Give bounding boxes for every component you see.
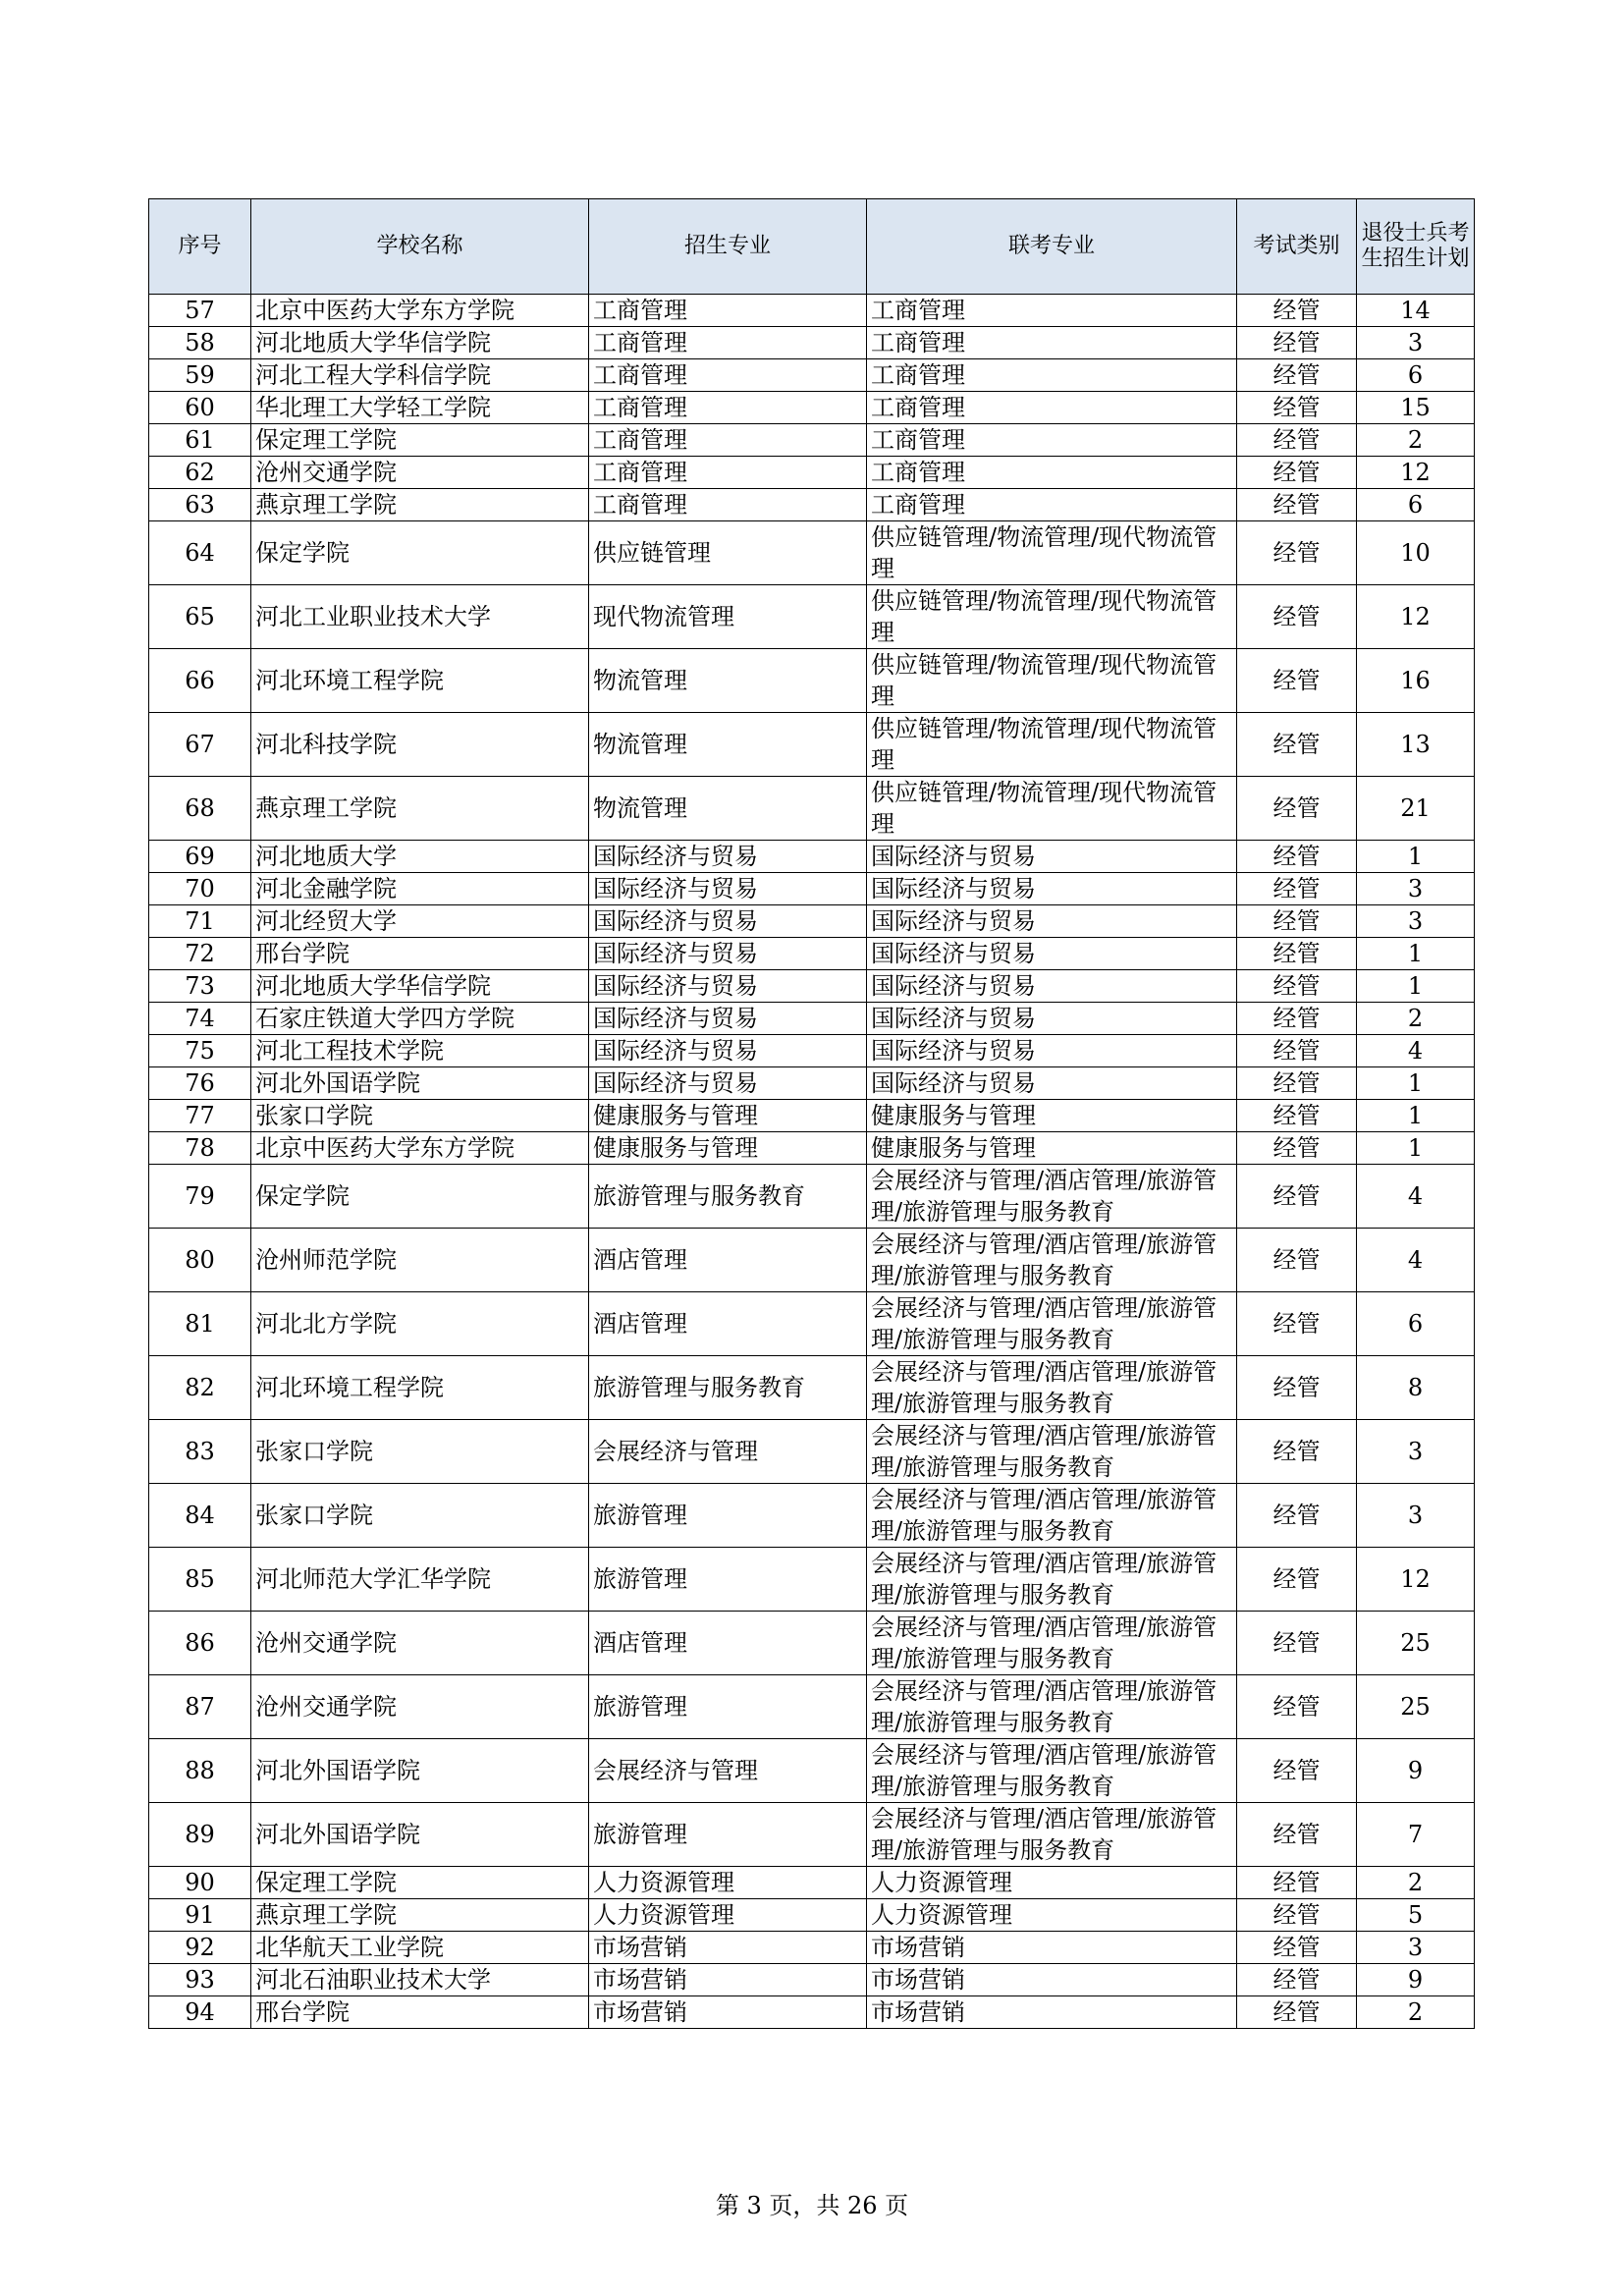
major-cell: 物流管理 — [589, 649, 867, 713]
exam-category-cell: 经管 — [1237, 1100, 1357, 1132]
exam-category-cell: 经管 — [1237, 457, 1357, 489]
school-name-cell: 沧州师范学院 — [251, 1229, 589, 1292]
table-row — [149, 1356, 1475, 1420]
row-index-cell: 76 — [149, 1067, 251, 1100]
veteran-plan-cell: 2 — [1357, 424, 1475, 457]
row-index-cell: 92 — [149, 1932, 251, 1964]
exam-major-cell: 国际经济与贸易 — [867, 873, 1237, 905]
table-row — [149, 1932, 1475, 1964]
table-row — [149, 359, 1475, 392]
major-cell: 国际经济与贸易 — [589, 1067, 867, 1100]
table-row — [149, 873, 1475, 905]
exam-category-cell: 经管 — [1237, 489, 1357, 521]
school-name-cell: 保定理工学院 — [251, 424, 589, 457]
major-cell: 酒店管理 — [589, 1292, 867, 1356]
veteran-plan-cell: 4 — [1357, 1035, 1475, 1067]
row-index-cell: 65 — [149, 585, 251, 649]
row-index-cell: 57 — [149, 295, 251, 327]
major-cell: 旅游管理 — [589, 1484, 867, 1548]
table-row — [149, 905, 1475, 938]
exam-category-cell: 经管 — [1237, 938, 1357, 970]
exam-category-cell: 经管 — [1237, 873, 1357, 905]
exam-category-cell: 经管 — [1237, 970, 1357, 1003]
school-name-cell: 河北外国语学院 — [251, 1067, 589, 1100]
school-name-cell: 河北经贸大学 — [251, 905, 589, 938]
exam-major-cell: 健康服务与管理 — [867, 1100, 1237, 1132]
exam-category-cell: 经管 — [1237, 1229, 1357, 1292]
exam-category-cell: 经管 — [1237, 424, 1357, 457]
exam-major-cell: 国际经济与贸易 — [867, 1035, 1237, 1067]
exam-major-cell: 会展经济与管理/酒店管理/旅游管理/旅游管理与服务教育 — [867, 1612, 1237, 1675]
school-name-cell: 河北工程大学科信学院 — [251, 359, 589, 392]
exam-major-cell: 会展经济与管理/酒店管理/旅游管理/旅游管理与服务教育 — [867, 1292, 1237, 1356]
major-cell: 健康服务与管理 — [589, 1132, 867, 1165]
school-name-cell: 石家庄铁道大学四方学院 — [251, 1003, 589, 1035]
veteran-plan-cell: 13 — [1357, 713, 1475, 777]
major-cell: 国际经济与贸易 — [589, 905, 867, 938]
table-row — [149, 1899, 1475, 1932]
major-cell: 工商管理 — [589, 327, 867, 359]
exam-category-cell: 经管 — [1237, 1132, 1357, 1165]
exam-category-cell: 经管 — [1237, 1803, 1357, 1867]
major-cell: 旅游管理与服务教育 — [589, 1356, 867, 1420]
exam-category-cell: 经管 — [1237, 1548, 1357, 1612]
major-cell: 国际经济与贸易 — [589, 970, 867, 1003]
school-name-cell: 河北工程技术学院 — [251, 1035, 589, 1067]
row-index-cell: 85 — [149, 1548, 251, 1612]
row-index-cell: 88 — [149, 1739, 251, 1803]
exam-category-cell: 经管 — [1237, 713, 1357, 777]
exam-category-cell: 经管 — [1237, 649, 1357, 713]
exam-major-cell: 会展经济与管理/酒店管理/旅游管理/旅游管理与服务教育 — [867, 1675, 1237, 1739]
exam-category-cell: 经管 — [1237, 392, 1357, 424]
table-row — [149, 1067, 1475, 1100]
exam-major-cell: 市场营销 — [867, 1996, 1237, 2029]
school-name-cell: 河北师范大学汇华学院 — [251, 1548, 589, 1612]
row-index-cell: 72 — [149, 938, 251, 970]
school-name-cell: 保定学院 — [251, 1165, 589, 1229]
table-row — [149, 970, 1475, 1003]
exam-major-cell: 工商管理 — [867, 295, 1237, 327]
row-index-cell: 86 — [149, 1612, 251, 1675]
exam-category-cell: 经管 — [1237, 1964, 1357, 1996]
exam-major-cell: 供应链管理/物流管理/现代物流管理 — [867, 777, 1237, 841]
row-index-cell: 77 — [149, 1100, 251, 1132]
header-exam-major: 联考专业 — [867, 199, 1237, 295]
table-row — [149, 1035, 1475, 1067]
major-cell: 会展经济与管理 — [589, 1420, 867, 1484]
exam-category-cell: 经管 — [1237, 1035, 1357, 1067]
exam-major-cell: 供应链管理/物流管理/现代物流管理 — [867, 585, 1237, 649]
veteran-plan-cell: 6 — [1357, 359, 1475, 392]
major-cell: 供应链管理 — [589, 521, 867, 585]
row-index-cell: 93 — [149, 1964, 251, 1996]
veteran-plan-cell: 25 — [1357, 1675, 1475, 1739]
table-row — [149, 521, 1475, 585]
major-cell: 物流管理 — [589, 713, 867, 777]
table-row — [149, 489, 1475, 521]
exam-category-cell: 经管 — [1237, 1996, 1357, 2029]
row-index-cell: 62 — [149, 457, 251, 489]
veteran-plan-cell: 1 — [1357, 841, 1475, 873]
row-index-cell: 68 — [149, 777, 251, 841]
veteran-plan-cell: 3 — [1357, 905, 1475, 938]
table-row — [149, 777, 1475, 841]
school-name-cell: 燕京理工学院 — [251, 489, 589, 521]
table-row — [149, 1229, 1475, 1292]
table-body — [149, 295, 1475, 2029]
table-row — [149, 1612, 1475, 1675]
exam-category-cell: 经管 — [1237, 777, 1357, 841]
school-name-cell: 河北北方学院 — [251, 1292, 589, 1356]
school-name-cell: 邢台学院 — [251, 1996, 589, 2029]
major-cell: 市场营销 — [589, 1996, 867, 2029]
table-row — [149, 1803, 1475, 1867]
row-index-cell: 66 — [149, 649, 251, 713]
major-cell: 人力资源管理 — [589, 1899, 867, 1932]
school-name-cell: 保定理工学院 — [251, 1867, 589, 1899]
veteran-plan-cell: 15 — [1357, 392, 1475, 424]
school-name-cell: 河北地质大学华信学院 — [251, 327, 589, 359]
exam-category-cell: 经管 — [1237, 1420, 1357, 1484]
major-cell: 旅游管理与服务教育 — [589, 1165, 867, 1229]
major-cell: 市场营销 — [589, 1964, 867, 1996]
table-row — [149, 1964, 1475, 1996]
veteran-plan-cell: 12 — [1357, 585, 1475, 649]
table-row — [149, 327, 1475, 359]
table-row — [149, 1675, 1475, 1739]
major-cell: 旅游管理 — [589, 1803, 867, 1867]
table-row — [149, 713, 1475, 777]
school-name-cell: 河北地质大学华信学院 — [251, 970, 589, 1003]
veteran-plan-cell: 6 — [1357, 489, 1475, 521]
row-index-cell: 69 — [149, 841, 251, 873]
major-cell: 人力资源管理 — [589, 1867, 867, 1899]
exam-major-cell: 工商管理 — [867, 359, 1237, 392]
veteran-plan-cell: 1 — [1357, 1067, 1475, 1100]
table-row — [149, 1100, 1475, 1132]
exam-category-cell: 经管 — [1237, 841, 1357, 873]
major-cell: 现代物流管理 — [589, 585, 867, 649]
exam-major-cell: 会展经济与管理/酒店管理/旅游管理/旅游管理与服务教育 — [867, 1739, 1237, 1803]
header-major: 招生专业 — [589, 199, 867, 295]
exam-category-cell: 经管 — [1237, 1067, 1357, 1100]
table-row — [149, 295, 1475, 327]
table-row — [149, 457, 1475, 489]
header-exam-category: 考试类别 — [1237, 199, 1357, 295]
exam-major-cell: 会展经济与管理/酒店管理/旅游管理/旅游管理与服务教育 — [867, 1548, 1237, 1612]
exam-category-cell: 经管 — [1237, 905, 1357, 938]
table-row — [149, 1132, 1475, 1165]
exam-category-cell: 经管 — [1237, 1675, 1357, 1739]
table-row — [149, 1420, 1475, 1484]
veteran-plan-cell: 12 — [1357, 457, 1475, 489]
school-name-cell: 河北地质大学 — [251, 841, 589, 873]
table-row — [149, 1003, 1475, 1035]
veteran-plan-cell: 2 — [1357, 1996, 1475, 2029]
major-cell: 酒店管理 — [589, 1229, 867, 1292]
school-name-cell: 北华航天工业学院 — [251, 1932, 589, 1964]
major-cell: 国际经济与贸易 — [589, 1003, 867, 1035]
major-cell: 工商管理 — [589, 392, 867, 424]
row-index-cell: 79 — [149, 1165, 251, 1229]
veteran-plan-cell: 7 — [1357, 1803, 1475, 1867]
school-name-cell: 张家口学院 — [251, 1484, 589, 1548]
school-name-cell: 河北外国语学院 — [251, 1739, 589, 1803]
major-cell: 健康服务与管理 — [589, 1100, 867, 1132]
table-header-row — [149, 199, 1475, 295]
exam-major-cell: 国际经济与贸易 — [867, 970, 1237, 1003]
veteran-plan-cell: 3 — [1357, 1484, 1475, 1548]
major-cell: 物流管理 — [589, 777, 867, 841]
row-index-cell: 60 — [149, 392, 251, 424]
table-row — [149, 392, 1475, 424]
exam-category-cell: 经管 — [1237, 295, 1357, 327]
exam-category-cell: 经管 — [1237, 1003, 1357, 1035]
school-name-cell: 保定学院 — [251, 521, 589, 585]
row-index-cell: 80 — [149, 1229, 251, 1292]
table-row — [149, 1548, 1475, 1612]
exam-major-cell: 会展经济与管理/酒店管理/旅游管理/旅游管理与服务教育 — [867, 1165, 1237, 1229]
exam-major-cell: 工商管理 — [867, 327, 1237, 359]
exam-major-cell: 会展经济与管理/酒店管理/旅游管理/旅游管理与服务教育 — [867, 1803, 1237, 1867]
header-index: 序号 — [149, 199, 251, 295]
school-name-cell: 沧州交通学院 — [251, 1675, 589, 1739]
table-row — [149, 1292, 1475, 1356]
veteran-plan-cell: 14 — [1357, 295, 1475, 327]
major-cell: 工商管理 — [589, 295, 867, 327]
table-row — [149, 938, 1475, 970]
veteran-plan-cell: 1 — [1357, 1132, 1475, 1165]
school-name-cell: 河北外国语学院 — [251, 1803, 589, 1867]
exam-category-cell: 经管 — [1237, 1867, 1357, 1899]
exam-major-cell: 人力资源管理 — [867, 1899, 1237, 1932]
row-index-cell: 59 — [149, 359, 251, 392]
row-index-cell: 84 — [149, 1484, 251, 1548]
header-school-name: 学校名称 — [251, 199, 589, 295]
exam-category-cell: 经管 — [1237, 1165, 1357, 1229]
exam-major-cell: 健康服务与管理 — [867, 1132, 1237, 1165]
major-cell: 工商管理 — [589, 424, 867, 457]
exam-major-cell: 会展经济与管理/酒店管理/旅游管理/旅游管理与服务教育 — [867, 1229, 1237, 1292]
row-index-cell: 87 — [149, 1675, 251, 1739]
veteran-plan-cell: 1 — [1357, 938, 1475, 970]
school-name-cell: 沧州交通学院 — [251, 457, 589, 489]
school-name-cell: 张家口学院 — [251, 1420, 589, 1484]
row-index-cell: 90 — [149, 1867, 251, 1899]
row-index-cell: 73 — [149, 970, 251, 1003]
veteran-plan-cell: 9 — [1357, 1964, 1475, 1996]
exam-major-cell: 供应链管理/物流管理/现代物流管理 — [867, 649, 1237, 713]
row-index-cell: 81 — [149, 1292, 251, 1356]
veteran-plan-cell: 16 — [1357, 649, 1475, 713]
school-name-cell: 沧州交通学院 — [251, 1612, 589, 1675]
veteran-plan-cell: 12 — [1357, 1548, 1475, 1612]
exam-category-cell: 经管 — [1237, 1932, 1357, 1964]
table-row — [149, 1996, 1475, 2029]
major-cell: 国际经济与贸易 — [589, 841, 867, 873]
school-name-cell: 河北工业职业技术大学 — [251, 585, 589, 649]
veteran-plan-cell: 5 — [1357, 1899, 1475, 1932]
exam-major-cell: 国际经济与贸易 — [867, 1067, 1237, 1100]
major-cell: 酒店管理 — [589, 1612, 867, 1675]
school-name-cell: 燕京理工学院 — [251, 1899, 589, 1932]
veteran-plan-cell: 9 — [1357, 1739, 1475, 1803]
major-cell: 工商管理 — [589, 489, 867, 521]
veteran-plan-cell: 4 — [1357, 1165, 1475, 1229]
page-footer: 第 3 页，共 26 页 — [715, 2192, 909, 2219]
table-row — [149, 585, 1475, 649]
exam-category-cell: 经管 — [1237, 1899, 1357, 1932]
major-cell: 工商管理 — [589, 457, 867, 489]
veteran-plan-cell: 21 — [1357, 777, 1475, 841]
school-name-cell: 河北科技学院 — [251, 713, 589, 777]
major-cell: 市场营销 — [589, 1932, 867, 1964]
row-index-cell: 58 — [149, 327, 251, 359]
row-index-cell: 75 — [149, 1035, 251, 1067]
exam-major-cell: 供应链管理/物流管理/现代物流管理 — [867, 521, 1237, 585]
row-index-cell: 67 — [149, 713, 251, 777]
table-row — [149, 424, 1475, 457]
veteran-plan-cell: 2 — [1357, 1003, 1475, 1035]
row-index-cell: 89 — [149, 1803, 251, 1867]
veteran-plan-cell: 6 — [1357, 1292, 1475, 1356]
veteran-plan-cell: 10 — [1357, 521, 1475, 585]
exam-major-cell: 国际经济与贸易 — [867, 841, 1237, 873]
exam-major-cell: 人力资源管理 — [867, 1867, 1237, 1899]
exam-major-cell: 会展经济与管理/酒店管理/旅游管理/旅游管理与服务教育 — [867, 1356, 1237, 1420]
school-name-cell: 北京中医药大学东方学院 — [251, 1132, 589, 1165]
exam-category-cell: 经管 — [1237, 521, 1357, 585]
major-cell: 国际经济与贸易 — [589, 938, 867, 970]
veteran-plan-cell: 8 — [1357, 1356, 1475, 1420]
row-index-cell: 91 — [149, 1899, 251, 1932]
header-veteran-plan: 退役士兵考生招生计划 — [1357, 199, 1475, 295]
major-cell: 工商管理 — [589, 359, 867, 392]
veteran-plan-cell: 1 — [1357, 1100, 1475, 1132]
exam-major-cell: 国际经济与贸易 — [867, 905, 1237, 938]
school-name-cell: 河北金融学院 — [251, 873, 589, 905]
veteran-plan-cell: 2 — [1357, 1867, 1475, 1899]
row-index-cell: 94 — [149, 1996, 251, 2029]
exam-major-cell: 市场营销 — [867, 1932, 1237, 1964]
row-index-cell: 70 — [149, 873, 251, 905]
school-name-cell: 邢台学院 — [251, 938, 589, 970]
veteran-plan-cell: 4 — [1357, 1229, 1475, 1292]
exam-major-cell: 工商管理 — [867, 392, 1237, 424]
school-name-cell: 燕京理工学院 — [251, 777, 589, 841]
major-cell: 旅游管理 — [589, 1675, 867, 1739]
veteran-plan-cell: 1 — [1357, 970, 1475, 1003]
table-row — [149, 649, 1475, 713]
major-cell: 国际经济与贸易 — [589, 1035, 867, 1067]
table-row — [149, 1867, 1475, 1899]
row-index-cell: 83 — [149, 1420, 251, 1484]
school-name-cell: 河北环境工程学院 — [251, 1356, 589, 1420]
exam-category-cell: 经管 — [1237, 359, 1357, 392]
exam-category-cell: 经管 — [1237, 1292, 1357, 1356]
row-index-cell: 74 — [149, 1003, 251, 1035]
exam-major-cell: 国际经济与贸易 — [867, 938, 1237, 970]
major-cell: 会展经济与管理 — [589, 1739, 867, 1803]
exam-category-cell: 经管 — [1237, 1484, 1357, 1548]
row-index-cell: 64 — [149, 521, 251, 585]
table-row — [149, 841, 1475, 873]
table-row — [149, 1484, 1475, 1548]
veteran-plan-cell: 25 — [1357, 1612, 1475, 1675]
row-index-cell: 61 — [149, 424, 251, 457]
exam-category-cell: 经管 — [1237, 327, 1357, 359]
table-row — [149, 1165, 1475, 1229]
school-name-cell: 北京中医药大学东方学院 — [251, 295, 589, 327]
exam-major-cell: 市场营销 — [867, 1964, 1237, 1996]
major-cell: 旅游管理 — [589, 1548, 867, 1612]
enrollment-table — [148, 198, 1475, 2029]
exam-category-cell: 经管 — [1237, 1356, 1357, 1420]
exam-category-cell: 经管 — [1237, 585, 1357, 649]
exam-category-cell: 经管 — [1237, 1739, 1357, 1803]
major-cell: 国际经济与贸易 — [589, 873, 867, 905]
table-row — [149, 1739, 1475, 1803]
exam-major-cell: 供应链管理/物流管理/现代物流管理 — [867, 713, 1237, 777]
veteran-plan-cell: 3 — [1357, 327, 1475, 359]
exam-category-cell: 经管 — [1237, 1612, 1357, 1675]
row-index-cell: 71 — [149, 905, 251, 938]
row-index-cell: 63 — [149, 489, 251, 521]
veteran-plan-cell: 3 — [1357, 1420, 1475, 1484]
exam-major-cell: 工商管理 — [867, 457, 1237, 489]
school-name-cell: 张家口学院 — [251, 1100, 589, 1132]
exam-major-cell: 工商管理 — [867, 424, 1237, 457]
school-name-cell: 华北理工大学轻工学院 — [251, 392, 589, 424]
exam-major-cell: 会展经济与管理/酒店管理/旅游管理/旅游管理与服务教育 — [867, 1420, 1237, 1484]
row-index-cell: 82 — [149, 1356, 251, 1420]
school-name-cell: 河北环境工程学院 — [251, 649, 589, 713]
row-index-cell: 78 — [149, 1132, 251, 1165]
exam-major-cell: 会展经济与管理/酒店管理/旅游管理/旅游管理与服务教育 — [867, 1484, 1237, 1548]
exam-major-cell: 工商管理 — [867, 489, 1237, 521]
veteran-plan-cell: 3 — [1357, 1932, 1475, 1964]
school-name-cell: 河北石油职业技术大学 — [251, 1964, 589, 1996]
veteran-plan-cell: 3 — [1357, 873, 1475, 905]
exam-major-cell: 国际经济与贸易 — [867, 1003, 1237, 1035]
